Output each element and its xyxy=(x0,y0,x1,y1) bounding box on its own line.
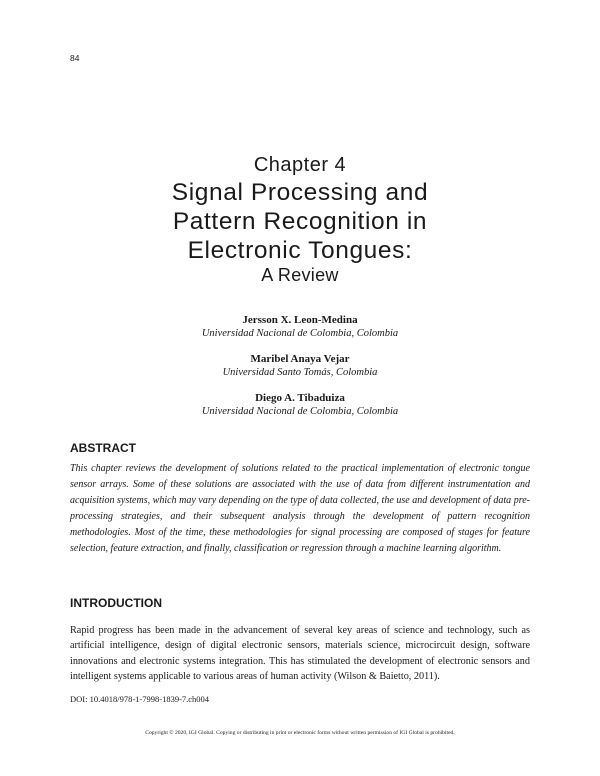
chapter-label: Chapter 4 xyxy=(253,154,347,176)
chapter-title xyxy=(0,178,600,265)
author-affiliation: Universidad Nacional de Colombia, Colombia xyxy=(201,328,399,339)
abstract-text: This chapter reviews the development of solutions related to the practical implementation of electronic tongue sensor arrays. Some of these solutions are associated with the use of data from different instrumentation and acquisition systems, which may vary depending on the type of data collected, the use and development of data pre-processing strategies, and their subsequent analysis through the development of pattern recognition methodologies. Most of the time, these methodologies for signal processing are composed of stages for feature selection, feature extraction, and finally, classification or regression through a machine learning algorithm. xyxy=(70,463,530,554)
introduction-text: Rapid progress has been made in the advancement of several key areas of science and technology, such as artificial intelligence, design of digital electronic sensors, materials science, microcircuit design, software innovations and electronic systems integration. This has stimulated the development of electronic sensors and intelligent systems applicable to various areas of human activity (Wilson & Baietto, 2011). xyxy=(70,625,530,682)
page-number: 84 xyxy=(70,53,80,63)
author-affiliation: Universidad Nacional de Colombia, Colombia xyxy=(201,406,399,417)
chapter-subtitle: A Review xyxy=(261,265,339,285)
author-name: Jersson X. Leon-Medina xyxy=(242,314,358,326)
author-block xyxy=(0,352,600,380)
author-name: Maribel Anaya Vejar xyxy=(250,353,350,365)
title-line: Signal Processing and xyxy=(171,179,429,206)
author-affiliation: Universidad Santo Tomás, Colombia xyxy=(222,367,378,378)
author-block xyxy=(0,313,600,341)
author-block xyxy=(0,391,600,419)
copyright-notice: Copyright © 2020, IGI Global. Copying or distributing in print or electronic forms without written permission of IGI Global is prohibited. xyxy=(145,730,455,736)
introduction-heading: INTRODUCTION xyxy=(70,596,162,610)
title-line: Electronic Tongues: xyxy=(187,237,413,264)
abstract-heading: ABSTRACT xyxy=(70,441,136,455)
doi: DOI: 10.4018/978-1-7998-1839-7.ch004 xyxy=(70,694,210,704)
author-name: Diego A. Tibaduiza xyxy=(255,392,345,404)
title-line: Pattern Recognition in xyxy=(172,208,428,235)
